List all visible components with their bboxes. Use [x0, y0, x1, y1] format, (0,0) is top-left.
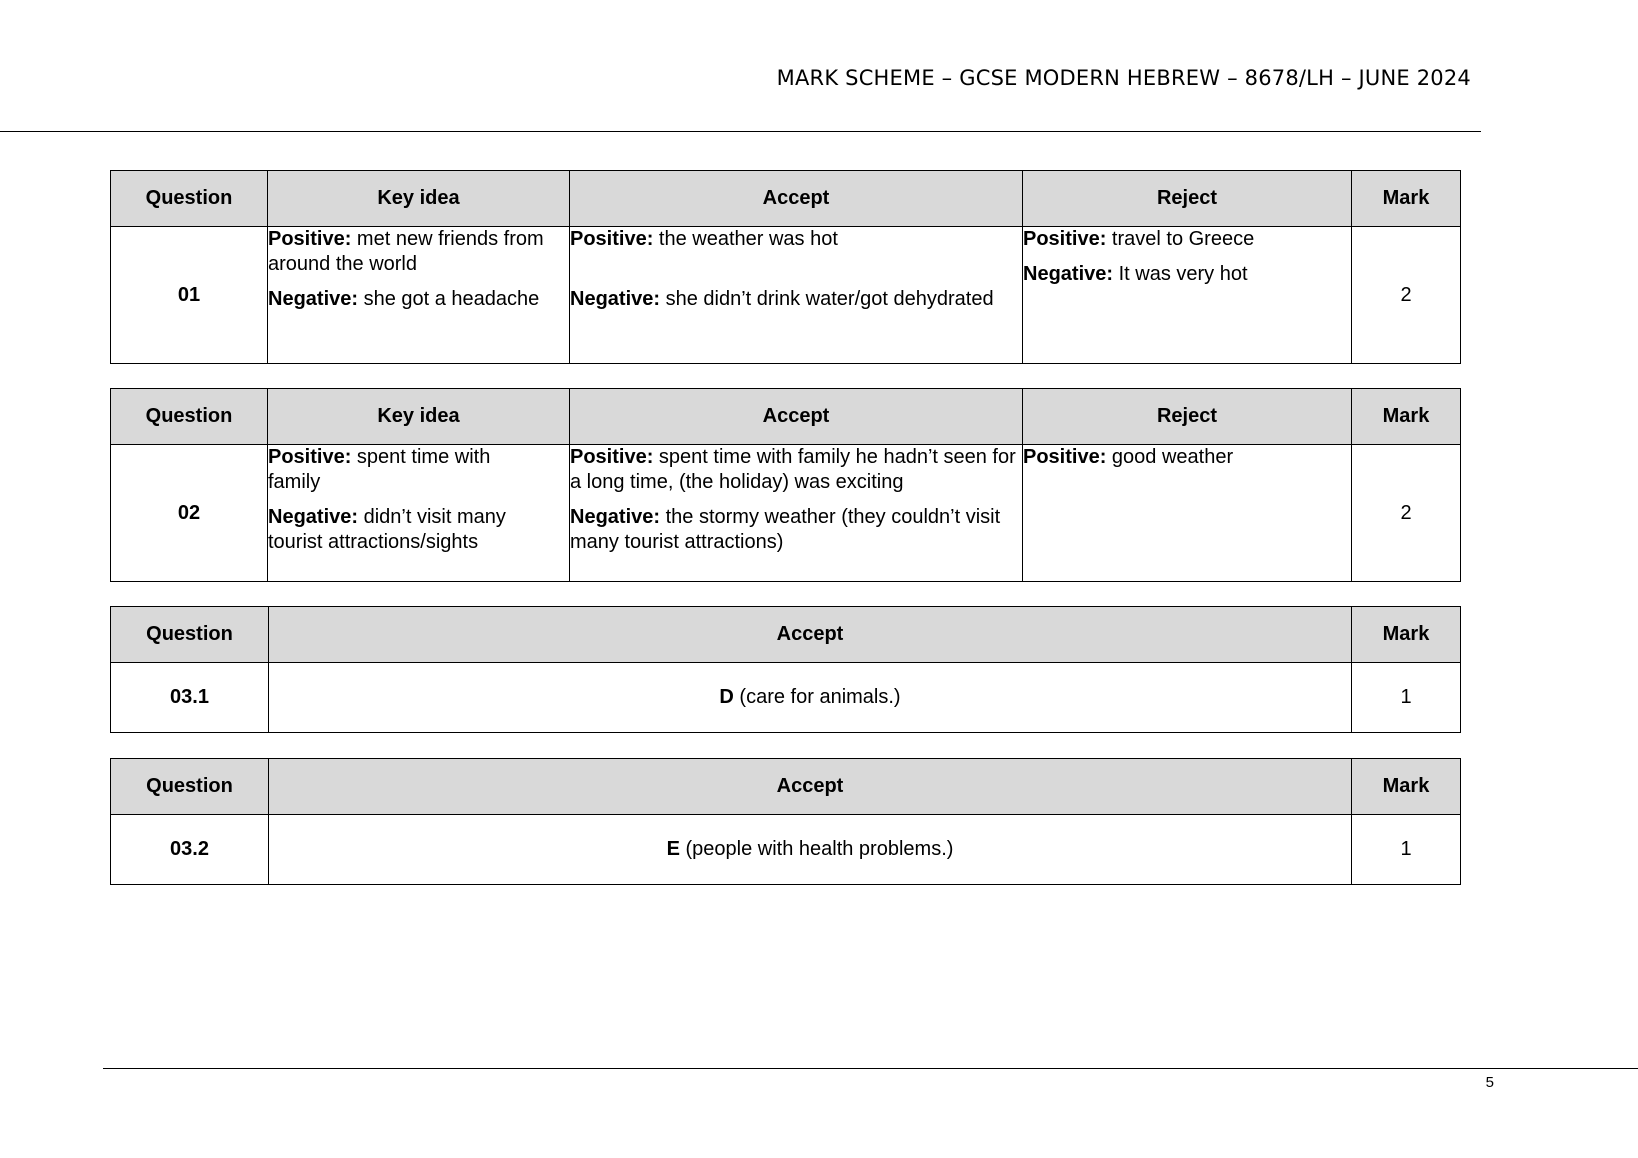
key-idea-cell: [268, 445, 570, 582]
reject-positive: good weather: [1111, 446, 1234, 468]
header-rule: [0, 131, 1481, 132]
reject-cell: [1023, 227, 1352, 364]
table-row: [111, 445, 1461, 582]
mark-value: 1: [1352, 815, 1461, 885]
accept-positive: the weather was hot: [658, 228, 838, 250]
positive-label: Positive:: [268, 228, 352, 250]
positive-label: Positive:: [1023, 228, 1107, 250]
table-row: [111, 227, 1461, 364]
key-idea-positive: met new friends from around the world: [268, 228, 544, 275]
question-number: 03.1: [111, 663, 269, 733]
col-mark: Mark: [1352, 389, 1461, 445]
col-question: Question: [111, 607, 269, 663]
table-header-row: [111, 759, 1461, 815]
question-number: 02: [111, 445, 268, 582]
positive-entry: [1023, 445, 1351, 470]
negative-label: Negative:: [268, 506, 359, 528]
mark-table-q01: [110, 170, 1461, 364]
accept-cell: [269, 815, 1352, 885]
positive-label: Positive:: [1023, 446, 1107, 468]
col-key-idea: Key idea: [268, 171, 570, 227]
table-header-row: [111, 607, 1461, 663]
col-question: Question: [111, 171, 268, 227]
positive-entry: [570, 445, 1022, 495]
key-idea-negative: she got a headache: [363, 288, 540, 310]
col-question: Question: [111, 759, 269, 815]
positive-entry: [268, 227, 569, 277]
negative-entry: [1023, 262, 1351, 287]
page-number: 5: [1485, 1074, 1494, 1091]
table-header-row: [111, 171, 1461, 227]
key-idea-cell: [268, 227, 570, 364]
mark-table-q03-2: [110, 758, 1461, 885]
accept-negative: the stormy weather (they couldn’t visit many tourist attractions): [570, 506, 1001, 553]
accept-cell: [570, 445, 1023, 582]
positive-entry: [1023, 227, 1351, 252]
key-idea-positive: spent time with family: [268, 446, 491, 493]
answer-letter: D: [719, 686, 734, 708]
mark-table-q02: [110, 388, 1461, 582]
col-mark: Mark: [1352, 171, 1461, 227]
table-row: [111, 815, 1461, 885]
negative-label: Negative:: [570, 506, 661, 528]
mark-value: 1: [1352, 663, 1461, 733]
reject-negative: It was very hot: [1118, 263, 1248, 285]
reject-cell: [1023, 445, 1352, 582]
mark-value: 2: [1352, 227, 1461, 364]
col-reject: Reject: [1023, 389, 1352, 445]
mark-value: 2: [1352, 445, 1461, 582]
positive-entry: [570, 227, 1022, 252]
accept-cell: [269, 663, 1352, 733]
negative-entry: [570, 287, 1022, 312]
positive-label: Positive:: [570, 228, 654, 250]
accept-negative: she didn’t drink water/got dehydrated: [665, 288, 994, 310]
positive-entry: [268, 445, 569, 495]
question-number: 01: [111, 227, 268, 364]
negative-label: Negative:: [570, 288, 661, 310]
accept-positive: spent time with family he hadn’t seen for a long time, (the holiday) was exciting: [570, 446, 1016, 493]
col-mark: Mark: [1352, 759, 1461, 815]
col-mark: Mark: [1352, 607, 1461, 663]
page-header: MARK SCHEME – GCSE MODERN HEBREW – 8678/LH – JUNE 2024: [776, 66, 1471, 90]
negative-label: Negative:: [268, 288, 359, 310]
col-accept: Accept: [269, 607, 1352, 663]
positive-label: Positive:: [268, 446, 352, 468]
table-header-row: [111, 389, 1461, 445]
col-accept: Accept: [570, 171, 1023, 227]
col-question: Question: [111, 389, 268, 445]
key-idea-negative: didn’t visit many tourist attractions/sights: [268, 506, 506, 553]
negative-entry: [268, 505, 569, 555]
answer-text: (care for animals.): [739, 686, 901, 708]
answer-letter: E: [666, 838, 680, 860]
answer-text: (people with health problems.): [685, 838, 954, 860]
reject-positive: travel to Greece: [1111, 228, 1255, 250]
col-key-idea: Key idea: [268, 389, 570, 445]
positive-label: Positive:: [570, 446, 654, 468]
negative-entry: [570, 505, 1022, 555]
table-row: [111, 663, 1461, 733]
mark-table-q03-1: [110, 606, 1461, 733]
col-reject: Reject: [1023, 171, 1352, 227]
footer-rule: [103, 1068, 1638, 1069]
col-accept: Accept: [269, 759, 1352, 815]
question-number: 03.2: [111, 815, 269, 885]
accept-cell: [570, 227, 1023, 364]
col-accept: Accept: [570, 389, 1023, 445]
negative-label: Negative:: [1023, 263, 1114, 285]
negative-entry: [268, 287, 569, 312]
